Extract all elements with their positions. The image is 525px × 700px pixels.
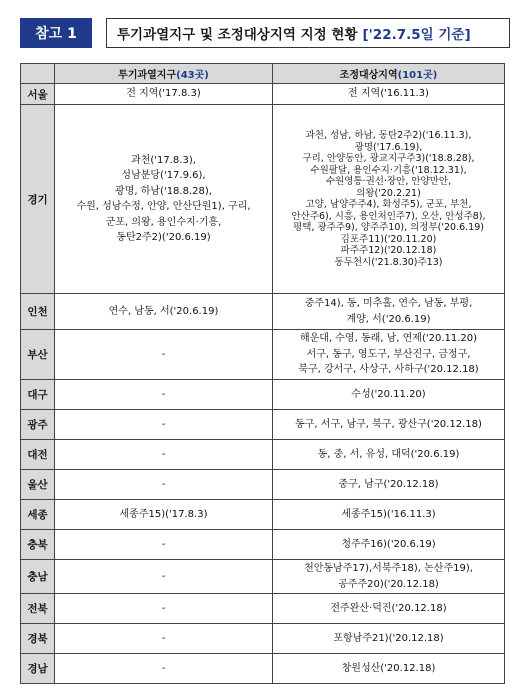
region-cell: 충북 <box>21 530 55 560</box>
table-row <box>21 530 505 560</box>
title-date: ['22.7.5일 기준] <box>362 27 471 43</box>
adjustment-cell: 동, 중, 서, 유성, 대덕('20.6.19) <box>273 440 505 470</box>
speculative-cell: - <box>55 470 273 500</box>
region-cell: 경북 <box>21 624 55 654</box>
speculative-cell: 전 지역('17.8.3) <box>55 84 273 105</box>
speculative-cell: - <box>55 594 273 624</box>
speculative-cell: - <box>55 410 273 440</box>
table-row <box>21 294 505 330</box>
adjustment-cell: 과천, 성남, 하남, 동탄2주2)('16.11.3), 광명('17.6.19), 구리, 안양동안, 광교지구주3)('18.8.28), 수원팔달, 용인수지·기흥('18.12.31), 수원영통·권선·장안, 안양만안, 의왕('20.2.21) 고양, 남양주주4), 화성주5), 군포, 부천, 안산주6), 시흥, 용인처인주7), 오산, 안성주8), 평택, 광주주9), 양주주10), 의정부('20.6.19) 김포주11)('20.11.20) 파주주12)('20.12.18) 동두천시('21.8.30)주13) <box>273 105 505 294</box>
table-row <box>21 624 505 654</box>
adjustment-cell: 해운대, 수영, 동래, 남, 연제('20.11.20) 서구, 동구, 영도구, 부산진구, 금정구, 북구, 강서구, 사상구, 사하구('20.12.18) <box>273 330 505 380</box>
table-row <box>21 654 505 684</box>
region-cell: 인천 <box>21 294 55 330</box>
region-cell: 부산 <box>21 330 55 380</box>
table-row <box>21 594 505 624</box>
adjustment-cell: 세종주15)('16.11.3) <box>273 500 505 530</box>
header-adjustment-label: 조정대상지역 <box>339 70 398 81</box>
region-cell: 전북 <box>21 594 55 624</box>
adjustment-cell: 전 지역('16.11.3) <box>273 84 505 105</box>
header-region <box>21 64 55 84</box>
adjustment-cell: 중주14), 동, 미추홀, 연수, 남동, 부평, 계양, 서('20.6.19) <box>273 294 505 330</box>
adjustment-cell: 포항남주21)('20.12.18) <box>273 624 505 654</box>
title-text: 투기과열지구 및 조정대상지역 지정 현황 <box>117 27 358 43</box>
table-row <box>21 330 505 380</box>
page-title <box>106 18 510 48</box>
table-row <box>21 560 505 594</box>
speculative-cell: - <box>55 624 273 654</box>
region-cell: 세종 <box>21 500 55 530</box>
region-cell: 대구 <box>21 380 55 410</box>
adjustment-cell: 천안동남주17),서북주18), 논산주19), 공주주20)('20.12.18) <box>273 560 505 594</box>
table-header-row <box>21 64 505 84</box>
header-speculative-count: (43곳) <box>176 70 209 81</box>
adjustment-cell: 청주주16)('20.6.19) <box>273 530 505 560</box>
adjustment-cell: 중구, 남구('20.12.18) <box>273 470 505 500</box>
table-row <box>21 470 505 500</box>
speculative-cell: - <box>55 560 273 594</box>
adjustment-cell: 수성('20.11.20) <box>273 380 505 410</box>
adjustment-cell: 전주완산·덕진('20.12.18) <box>273 594 505 624</box>
region-cell: 서울 <box>21 84 55 105</box>
adjustment-cell: 동구, 서구, 남구, 북구, 광산구('20.12.18) <box>273 410 505 440</box>
region-cell: 충남 <box>21 560 55 594</box>
designation-table <box>20 63 505 684</box>
table-row <box>21 84 505 105</box>
table-row <box>21 105 505 294</box>
speculative-cell: - <box>55 654 273 684</box>
table-row <box>21 440 505 470</box>
speculative-cell: - <box>55 440 273 470</box>
header-speculative <box>55 64 273 84</box>
table-row <box>21 410 505 440</box>
header-adjustment-count: (101곳) <box>397 70 438 81</box>
header-adjustment <box>273 64 505 84</box>
title-row <box>20 18 510 48</box>
region-cell: 울산 <box>21 470 55 500</box>
region-cell: 대전 <box>21 440 55 470</box>
speculative-cell: 과천('17.8.3), 성남분당('17.9.6), 광명, 하남('18.8.28), 수원, 성남수정, 안양, 안산단원1), 구리, 군포, 의왕, 용인수지·기흥, 동탄2주2)('20.6.19) <box>55 105 273 294</box>
speculative-cell: - <box>55 530 273 560</box>
speculative-cell: - <box>55 330 273 380</box>
header-speculative-label: 투기과열지구 <box>118 70 177 81</box>
speculative-cell: 세종주15)('17.8.3) <box>55 500 273 530</box>
region-cell: 광주 <box>21 410 55 440</box>
adjustment-cell: 창원성산('20.12.18) <box>273 654 505 684</box>
speculative-cell: - <box>55 380 273 410</box>
reference-badge: 참고 1 <box>20 18 92 48</box>
region-cell: 경남 <box>21 654 55 684</box>
speculative-cell: 연수, 남동, 서('20.6.19) <box>55 294 273 330</box>
region-cell: 경기 <box>21 105 55 294</box>
table-row <box>21 500 505 530</box>
table-row <box>21 380 505 410</box>
